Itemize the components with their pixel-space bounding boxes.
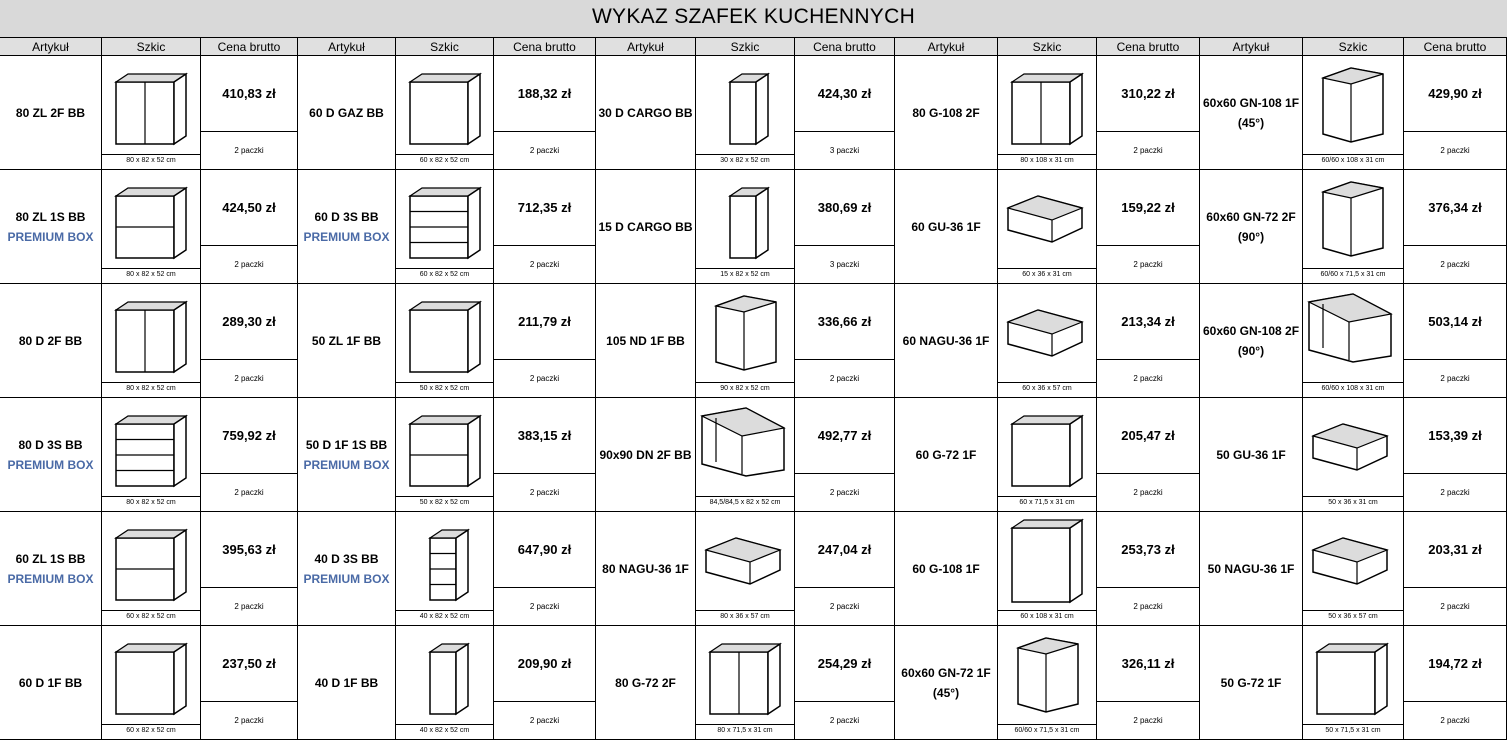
price-value: 203,31 zł (1404, 512, 1506, 588)
dimensions-label: 60 x 71,5 x 31 cm (998, 496, 1096, 509)
article-name: 50 NAGU-36 1F (1207, 561, 1295, 576)
sketch-cell (396, 626, 494, 740)
article-name: 40 D 1F BB (314, 675, 379, 690)
wall-cabinet-2-doors-icon (998, 56, 1097, 152)
title-bar (0, 0, 1507, 38)
dimensions-label: 40 x 82 x 52 cm (396, 724, 493, 737)
price-value: 759,92 zł (201, 398, 297, 474)
sketch-cell (998, 398, 1097, 512)
header-article: Artykuł (596, 38, 696, 56)
narrow-base-cabinet-icon (396, 626, 494, 722)
article-cell (0, 56, 102, 170)
price-cell (795, 398, 895, 512)
package-count: 2 paczki (1133, 488, 1163, 497)
tall-corner-wall-cabinet-icon (1303, 284, 1404, 380)
corner-wall-cabinet-90-icon (1303, 170, 1404, 266)
article-cell (298, 626, 396, 740)
article-cell (895, 56, 998, 170)
package-count: 2 paczki (529, 146, 560, 155)
package-count: 2 paczki (1133, 260, 1163, 269)
article-cell (298, 512, 396, 626)
sketch-cell (998, 626, 1097, 740)
package-count: 2 paczki (1133, 374, 1163, 383)
article-name: 60x60 GN-108 2F (90°) (1202, 323, 1300, 358)
sketch-cell (696, 170, 795, 284)
dimensions-label: 50 x 71,5 x 31 cm (1303, 724, 1403, 737)
price-cell (1097, 626, 1200, 740)
price-cell (1097, 170, 1200, 284)
package-count: 2 paczki (1440, 374, 1470, 383)
deep-wall-cabinet-icon (998, 284, 1097, 380)
price-value: 395,63 zł (201, 512, 297, 588)
drawer-cabinet-3-narrow-icon (396, 512, 494, 608)
price-cell (494, 398, 596, 512)
price-value: 410,83 zł (201, 56, 297, 132)
article-cell (0, 512, 102, 626)
article-cell (895, 170, 998, 284)
article-name: 50 D 1F 1S BB (305, 437, 388, 452)
article-cell (1200, 626, 1303, 740)
price-value: 424,50 zł (201, 170, 297, 246)
price-value: 503,14 zł (1404, 284, 1506, 360)
article-name: 60 G-108 1F (912, 561, 980, 576)
price-cell (795, 170, 895, 284)
article-cell (0, 170, 102, 284)
sink-cabinet-1-door-icon (396, 284, 494, 380)
price-cell (494, 284, 596, 398)
price-cell (201, 398, 298, 512)
sink-cabinet-drawer-icon (102, 170, 201, 266)
header-price: Cena brutto (494, 38, 596, 56)
dimensions-label: 80 x 82 x 52 cm (102, 154, 200, 167)
sink-cabinet-drawer-icon (102, 512, 201, 608)
sketch-cell (696, 398, 795, 512)
header-price: Cena brutto (1097, 38, 1200, 56)
premium-box-label: PREMIUM BOX (7, 457, 94, 472)
corner-wall-cabinet-45-icon (998, 626, 1097, 722)
sketch-cell (998, 170, 1097, 284)
price-value: 310,22 zł (1097, 56, 1199, 132)
price-value: 424,30 zł (795, 56, 894, 132)
header-article: Artykuł (298, 38, 396, 56)
sketch-cell (998, 284, 1097, 398)
sketch-cell (396, 170, 494, 284)
dimensions-label: 60 x 82 x 52 cm (102, 724, 200, 737)
dimensions-label: 60/60 x 108 x 31 cm (1303, 154, 1403, 167)
sketch-cell (102, 284, 201, 398)
price-cell (494, 170, 596, 284)
dimensions-label: 90 x 82 x 52 cm (696, 382, 794, 395)
narrow-cargo-cabinet-icon (696, 170, 795, 266)
price-value: 237,50 zł (201, 626, 297, 702)
package-count: 2 paczki (529, 488, 560, 497)
article-name: 15 D CARGO BB (598, 219, 693, 234)
sketch-cell (1303, 512, 1404, 626)
dimensions-label: 50 x 36 x 57 cm (1303, 610, 1403, 623)
article-cell (298, 170, 396, 284)
sketch-cell (102, 626, 201, 740)
article-cell (895, 284, 998, 398)
package-count: 2 paczki (1440, 260, 1470, 269)
price-cell (1404, 626, 1507, 740)
article-cell (596, 626, 696, 740)
article-name: 105 ND 1F BB (606, 333, 685, 348)
article-cell (1200, 170, 1303, 284)
price-cell (494, 512, 596, 626)
article-name: 60x60 GN-108 1F (45°) (1202, 95, 1300, 130)
sketch-cell (696, 56, 795, 170)
price-cell (494, 626, 596, 740)
sketch-cell (102, 56, 201, 170)
article-cell (1200, 398, 1303, 512)
price-value: 188,32 zł (494, 56, 595, 132)
dimensions-label: 80 x 36 x 57 cm (696, 610, 794, 623)
sketch-cell (396, 398, 494, 512)
dimensions-label: 60 x 36 x 57 cm (998, 382, 1096, 395)
article-name: 90x90 DN 2F BB (599, 447, 692, 462)
header-sketch: Szkic (396, 38, 494, 56)
article-name: 80 D 2F BB (18, 333, 83, 348)
article-name: 50 GU-36 1F (1216, 447, 1286, 462)
premium-box-label: PREMIUM BOX (303, 229, 390, 244)
sketch-cell (696, 284, 795, 398)
sketch-cell (1303, 170, 1404, 284)
article-cell (1200, 284, 1303, 398)
article-cell (0, 398, 102, 512)
package-count: 2 paczki (829, 602, 860, 611)
price-value: 492,77 zł (795, 398, 894, 474)
article-name: 80 G-72 2F (615, 675, 676, 690)
price-cell (1097, 284, 1200, 398)
package-count: 2 paczki (1440, 716, 1470, 725)
sink-cabinet-2-doors-icon (102, 56, 201, 152)
dimensions-label: 60 x 82 x 52 cm (396, 154, 493, 167)
sketch-cell (696, 512, 795, 626)
sketch-cell (998, 56, 1097, 170)
sketch-cell (396, 284, 494, 398)
package-count: 2 paczki (829, 374, 860, 383)
dimensions-label: 60 x 36 x 31 cm (998, 268, 1096, 281)
price-cell (201, 170, 298, 284)
package-count: 2 paczki (829, 488, 860, 497)
price-value: 712,35 zł (494, 170, 595, 246)
dimensions-label: 50 x 82 x 52 cm (396, 382, 493, 395)
open-gas-cabinet-icon (396, 56, 494, 152)
price-value: 205,47 zł (1097, 398, 1199, 474)
article-cell (298, 284, 396, 398)
article-name: 60x60 GN-72 2F (90°) (1206, 209, 1296, 244)
header-article: Artykuł (1200, 38, 1303, 56)
article-cell (1200, 56, 1303, 170)
dimensions-label: 80 x 82 x 52 cm (102, 496, 200, 509)
header-sketch: Szkic (998, 38, 1097, 56)
header-article: Artykuł (895, 38, 998, 56)
package-count: 2 paczki (529, 716, 560, 725)
article-name: 80 D 3S BB (18, 437, 83, 452)
price-value: 254,29 zł (795, 626, 894, 702)
package-count: 3 paczki (829, 146, 860, 155)
package-count: 2 paczki (234, 602, 264, 611)
sketch-cell (102, 170, 201, 284)
package-count: 2 paczki (1440, 488, 1470, 497)
package-count: 3 paczki (829, 260, 860, 269)
article-cell (895, 398, 998, 512)
dimensions-label: 50 x 36 x 31 cm (1303, 496, 1403, 509)
price-value: 429,90 zł (1404, 56, 1506, 132)
sketch-cell (1303, 56, 1404, 170)
price-value: 247,04 zł (795, 512, 894, 588)
dimensions-label: 60 x 82 x 52 cm (102, 610, 200, 623)
article-cell (1200, 512, 1303, 626)
price-cell (1404, 284, 1507, 398)
sketch-cell (396, 512, 494, 626)
package-count: 2 paczki (234, 716, 264, 725)
header-article: Artykuł (0, 38, 102, 56)
dimensions-label: 60 x 108 x 31 cm (998, 610, 1096, 623)
article-name: 30 D CARGO BB (598, 105, 693, 120)
package-count: 2 paczki (529, 602, 560, 611)
corner-base-cabinet-icon (696, 284, 795, 380)
price-cell (1097, 56, 1200, 170)
dimensions-label: 40 x 82 x 52 cm (396, 610, 493, 623)
article-cell (596, 56, 696, 170)
base-cabinet-2-doors-icon (102, 284, 201, 380)
price-value: 253,73 zł (1097, 512, 1199, 588)
header-price: Cena brutto (1404, 38, 1507, 56)
price-value: 376,34 zł (1404, 170, 1506, 246)
price-cell (201, 626, 298, 740)
price-value: 380,69 zł (795, 170, 894, 246)
package-count: 2 paczki (1440, 146, 1470, 155)
article-cell (298, 398, 396, 512)
article-name: 50 G-72 1F (1220, 675, 1282, 690)
wide-deep-wall-cabinet-icon (696, 512, 795, 608)
drawer-cabinet-3-wide-icon (102, 398, 201, 494)
dimensions-label: 84,5/84,5 x 82 x 52 cm (696, 496, 794, 509)
package-count: 2 paczki (234, 374, 264, 383)
price-cell (1097, 398, 1200, 512)
price-cell (1404, 56, 1507, 170)
low-wall-cabinet-icon (998, 170, 1097, 266)
tall-wall-cabinet-icon (998, 512, 1097, 608)
package-count: 2 paczki (234, 146, 264, 155)
article-cell (596, 398, 696, 512)
sketch-cell (396, 56, 494, 170)
sketch-cell (102, 398, 201, 512)
article-name: 80 G-108 2F (912, 105, 980, 120)
article-name: 60 D 1F BB (18, 675, 83, 690)
dimensions-label: 80 x 108 x 31 cm (998, 154, 1096, 167)
article-name: 60 G-72 1F (915, 447, 977, 462)
article-cell (0, 626, 102, 740)
article-cell (596, 512, 696, 626)
wall-cabinet-2-doors-icon (696, 626, 795, 722)
header-price: Cena brutto (201, 38, 298, 56)
corner-wall-cabinet-45-icon (1303, 56, 1404, 152)
header-sketch: Szkic (696, 38, 795, 56)
article-name: 80 ZL 2F BB (15, 105, 86, 120)
sketch-cell (1303, 284, 1404, 398)
package-count: 2 paczki (529, 374, 560, 383)
article-name: 60 D GAZ BB (309, 105, 384, 120)
package-count: 2 paczki (829, 716, 860, 725)
sketch-cell (102, 512, 201, 626)
premium-box-label: PREMIUM BOX (7, 229, 94, 244)
wall-cabinet-1-door-icon (1303, 626, 1404, 722)
article-name: 60 ZL 1S BB (15, 551, 86, 566)
price-cell (795, 284, 895, 398)
sketch-cell (696, 626, 795, 740)
package-count: 2 paczki (234, 488, 264, 497)
dimensions-label: 60/60 x 71,5 x 31 cm (998, 724, 1096, 737)
sketch-cell (1303, 626, 1404, 740)
article-name: 80 ZL 1S BB (15, 209, 86, 224)
sketch-cell (1303, 398, 1404, 512)
premium-box-label: PREMIUM BOX (303, 571, 390, 586)
article-cell (895, 512, 998, 626)
price-cell (201, 512, 298, 626)
price-value: 336,66 zł (795, 284, 894, 360)
package-count: 2 paczki (1133, 602, 1163, 611)
dimensions-label: 60/60 x 71,5 x 31 cm (1303, 268, 1403, 281)
article-cell (298, 56, 396, 170)
price-value: 326,11 zł (1097, 626, 1199, 702)
price-value: 159,22 zł (1097, 170, 1199, 246)
article-name: 80 NAGU-36 1F (602, 561, 689, 576)
package-count: 2 paczki (1440, 602, 1470, 611)
price-cell (494, 56, 596, 170)
article-name: 60x60 GN-72 1F (45°) (901, 665, 991, 700)
price-cell (795, 626, 895, 740)
price-cell (795, 56, 895, 170)
dimensions-label: 60 x 82 x 52 cm (396, 268, 493, 281)
package-count: 2 paczki (234, 260, 264, 269)
package-count: 2 paczki (1133, 716, 1163, 725)
wall-cabinet-1-door-icon (998, 398, 1097, 494)
price-value: 383,15 zł (494, 398, 595, 474)
article-name: 40 D 3S BB (314, 551, 379, 566)
price-value: 213,34 zł (1097, 284, 1199, 360)
article-cell (596, 170, 696, 284)
door-drawer-cabinet-icon (396, 398, 494, 494)
sketch-cell (998, 512, 1097, 626)
article-name: 60 NAGU-36 1F (902, 333, 990, 348)
small-low-wall-cabinet-icon (1303, 398, 1404, 494)
price-value: 647,90 zł (494, 512, 595, 588)
l-corner-base-cabinet-icon (696, 398, 795, 494)
article-cell (0, 284, 102, 398)
package-count: 2 paczki (1133, 146, 1163, 155)
price-cell (201, 284, 298, 398)
article-name: 50 ZL 1F BB (311, 333, 382, 348)
package-count: 2 paczki (529, 260, 560, 269)
dimensions-label: 15 x 82 x 52 cm (696, 268, 794, 281)
article-name: 60 GU-36 1F (911, 219, 981, 234)
dimensions-label: 60/60 x 108 x 31 cm (1303, 382, 1403, 395)
price-cell (1404, 398, 1507, 512)
dimensions-label: 80 x 71,5 x 31 cm (696, 724, 794, 737)
base-cabinet-1-door-icon (102, 626, 201, 722)
price-value: 194,72 zł (1404, 626, 1506, 702)
price-cell (795, 512, 895, 626)
price-cell (1404, 512, 1507, 626)
dimensions-label: 30 x 82 x 52 cm (696, 154, 794, 167)
dimensions-label: 80 x 82 x 52 cm (102, 268, 200, 281)
header-sketch: Szkic (1303, 38, 1404, 56)
price-value: 209,90 zł (494, 626, 595, 702)
price-value: 211,79 zł (494, 284, 595, 360)
header-price: Cena brutto (795, 38, 895, 56)
cargo-cabinet-icon (696, 56, 795, 152)
price-value: 153,39 zł (1404, 398, 1506, 474)
drawer-cabinet-3-icon (396, 170, 494, 266)
premium-box-label: PREMIUM BOX (303, 457, 390, 472)
article-name: 60 D 3S BB (314, 209, 379, 224)
page-title: WYKAZ SZAFEK KUCHENNYCH (591, 5, 916, 28)
article-cell (895, 626, 998, 740)
price-cell (201, 56, 298, 170)
price-cell (1097, 512, 1200, 626)
price-cell (1404, 170, 1507, 284)
deep-wall-cabinet-icon (1303, 512, 1404, 608)
premium-box-label: PREMIUM BOX (7, 571, 94, 586)
header-sketch: Szkic (102, 38, 201, 56)
article-cell (596, 284, 696, 398)
dimensions-label: 80 x 82 x 52 cm (102, 382, 200, 395)
dimensions-label: 50 x 82 x 52 cm (396, 496, 493, 509)
price-value: 289,30 zł (201, 284, 297, 360)
